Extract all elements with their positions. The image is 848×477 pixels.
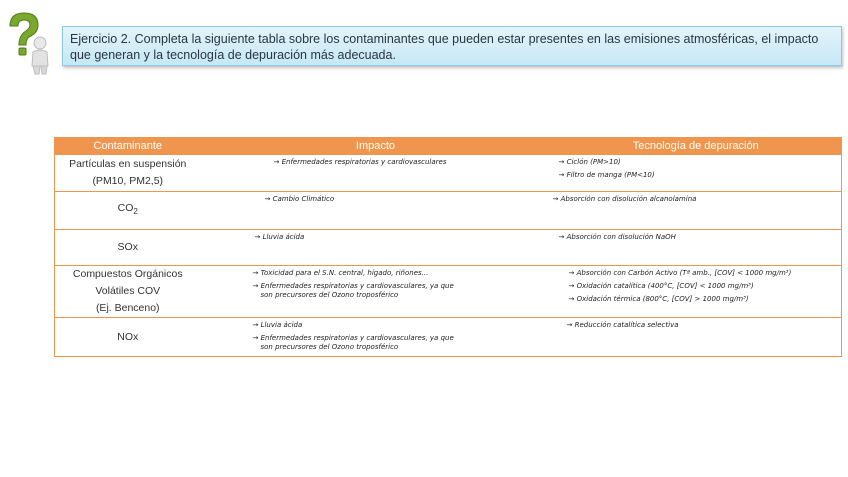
header-technology: Tecnología de depuración <box>551 137 842 155</box>
header-impact: Impacto <box>201 137 551 155</box>
technology-cell <box>551 266 842 318</box>
technology-cell <box>551 155 842 192</box>
contaminant-cell <box>55 155 201 192</box>
technology-note: → Ciclón (PM>10) <box>558 158 621 166</box>
technology-note: → Oxidación térmica (800°C, [COV] > 1000 mg/m³) <box>568 295 749 303</box>
pollutants-table <box>54 137 842 357</box>
contaminant-cell <box>55 266 201 318</box>
contaminant-name: CO <box>117 202 134 215</box>
contaminant-cell <box>55 318 201 357</box>
contaminant-name: Volátiles COV <box>95 285 161 297</box>
impact-cell <box>201 155 551 192</box>
technology-note: → Oxidación catalítica (400°C, [COV] < 1000 mg/m³) <box>568 282 754 290</box>
contaminant-detail: (PM10, PM2,5) <box>92 175 164 187</box>
technology-note: → Absorción con disolución NaOH <box>558 233 676 241</box>
impact-note: → Lluvia ácida <box>254 233 305 241</box>
technology-note: → Absorción con disolución alcanolamina <box>552 195 697 203</box>
technology-cell <box>551 230 842 266</box>
table-row <box>55 155 842 192</box>
exercise-instructions: Ejercicio 2. Completa la siguiente tabla sobre los contaminantes que pueden estar presentes en las emisiones atmosféricas, el impacto que generan y la tecnología de depuración más adecuada. <box>62 26 842 66</box>
technology-note: → Reducción catalítica selectiva <box>566 321 679 329</box>
impact-cell <box>201 192 551 230</box>
contaminant-cell <box>55 230 201 266</box>
header-contaminant: Contaminante <box>55 137 201 155</box>
technology-note: → Absorción con Carbón Activo (Tª amb., [COV] < 1000 mg/m³) <box>568 269 792 277</box>
impact-note: son precursores del Ozono troposférico <box>260 291 399 299</box>
technology-cell <box>551 318 842 357</box>
table-row <box>55 266 842 318</box>
contaminant-detail: (Ej. Benceno) <box>95 302 160 314</box>
technology-note: → Filtro de manga (PM<10) <box>558 171 655 179</box>
technology-cell <box>551 192 842 230</box>
impact-note: → Enfermedades respiratorias y cardiovasculares, ya que <box>252 334 454 342</box>
impact-cell <box>201 266 551 318</box>
impact-note: → Enfermedades respiratorias y cardiovasculares <box>273 158 447 166</box>
contaminant-cell <box>55 192 201 230</box>
contaminant-name: Partículas en suspensión <box>69 158 187 170</box>
table-row <box>55 318 842 357</box>
impact-note: → Lluvia ácida <box>252 321 303 329</box>
contaminant-name: NOx <box>117 330 139 343</box>
contaminant-name: Compuestos Orgánicos <box>72 268 183 280</box>
impact-cell <box>201 230 551 266</box>
subscript: 2 <box>133 207 138 217</box>
table-header-row <box>55 137 842 155</box>
question-mark-figure-icon <box>2 10 56 76</box>
impact-note: son precursores del Ozono troposférico <box>260 343 399 351</box>
impact-note: → Cambio Climático <box>264 195 335 203</box>
impact-note: → Enfermedades respiratorias y cardiovasculares, ya que <box>252 282 454 290</box>
impact-note: → Toxicidad para el S.N. central, hígado, riñones... <box>252 269 429 277</box>
impact-cell <box>201 318 551 357</box>
contaminant-name: SOx <box>117 241 138 253</box>
table-row <box>55 230 842 266</box>
table-row <box>55 192 842 230</box>
